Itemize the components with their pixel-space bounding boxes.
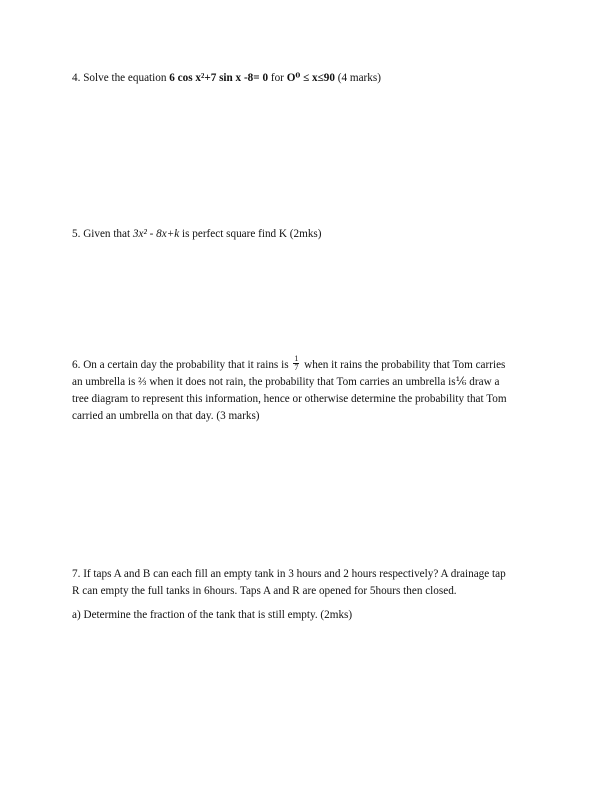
question-4-prefix: 4. Solve the equation xyxy=(72,72,170,84)
question-6-line-3: tree diagram to represent this information, hence or otherwise determine the probability that Tom xyxy=(72,393,507,406)
question-6-line-2: an umbrella is ⅔ when it does not rain, the probability that Tom carries an umbrella is⅙ draw a xyxy=(72,376,500,389)
question-6-line-1 xyxy=(72,354,546,374)
question-6 xyxy=(72,354,546,425)
question-7 xyxy=(72,566,546,624)
question-4 xyxy=(72,70,546,87)
rain-probability-fraction xyxy=(293,355,299,372)
question-5 xyxy=(72,226,546,243)
question-4-marks: (4 marks) xyxy=(334,72,381,84)
question-5-expression: 3x² - 8x+k xyxy=(132,228,180,240)
question-4-mid: for xyxy=(268,72,287,84)
question-6-prefix: 6. On a certain day the probability that it rains is xyxy=(72,359,292,372)
fraction-numerator: 1 xyxy=(294,354,299,363)
question-4-equation: 6 cos x²+7 sin x -8= 0 xyxy=(169,72,269,84)
question-5-suffix: is perfect square find K (2mks) xyxy=(179,228,322,240)
fraction-denominator: 7 xyxy=(294,363,299,372)
question-7-part-a: a) Determine the fraction of the tank that is still empty. (2mks) xyxy=(72,609,353,621)
question-6-text-1: when it rains the probability that Tom carries xyxy=(301,359,506,372)
question-4-range: O⁰ ≤ x≤90 xyxy=(286,72,335,84)
question-7-line-2: R can empty the full tanks in 6hours. Taps A and R are opened for 5hours then closed. xyxy=(72,585,457,597)
question-6-line-4: carried an umbrella on that day. (3 marks) xyxy=(72,410,260,423)
question-7-line-1: 7. If taps A and B can each fill an empty tank in 3 hours and 2 hours respectively? A drainage tap xyxy=(72,568,506,580)
question-5-prefix: 5. Given that xyxy=(72,228,133,240)
